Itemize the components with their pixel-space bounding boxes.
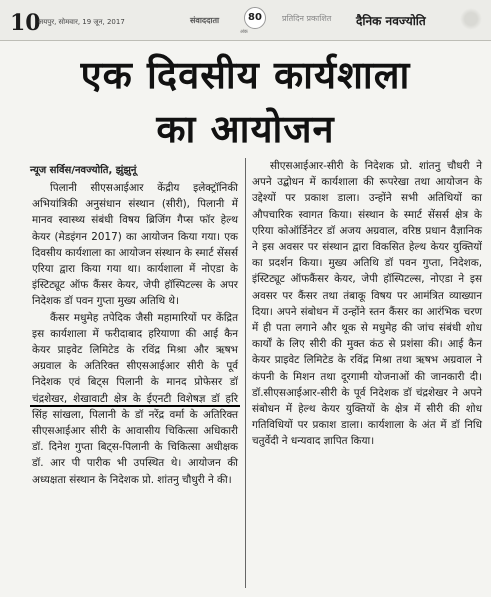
highlight-underline	[30, 405, 240, 407]
article-byline: न्यूज सर्विस/नवज्योति, झुंझुनूं	[30, 165, 137, 176]
page-number: 10	[10, 10, 41, 36]
article-column-left	[32, 180, 238, 488]
column-divider	[245, 158, 246, 588]
headline-line-2: का आयोजन	[156, 107, 335, 151]
sun-logo-icon	[460, 8, 482, 30]
newspaper-masthead	[0, 0, 491, 41]
paragraph: पिलानी सीएसआईआर केंद्रीय इलेक्ट्रॉनिकी अभियांत्रिकी अनुसंधान संस्थान (सीरी), पिलानी में मानव स्वास्थ्य संबंधी विषय ब्रिजिंग गैप्स फॉर हेल्थ केयर (मेडइंगन 2017) का आयोजन किया गया। एक दिवसीय कार्यशाला का आयोजन संस्थान के स्मार्ट सेंसर्स एरिया द्वारा किया गया था। कार्यशाला में नोएडा के इंस्टिट्यूट ऑफ कैंसर केयर, जेपी हॉस्पिटल्स के अपर निदेशक डॉ पवन गुप्ता मुख्य अतिथि थे।	[32, 182, 238, 308]
article-headline	[0, 48, 491, 156]
newspaper-brand: दैनिक नवज्योति	[356, 14, 426, 28]
masthead-tagline: प्रतिदिन प्रकाशित	[282, 14, 332, 23]
paragraph: सीएसआईआर-सीरी के निदेशक प्रो. शांतनु चौधरी ने अपने उद्बोधन में कार्यशाला की रूपरेखा तथा आयोजन के उद्देश्यों पर प्रकाश डाला। उन्होंने सभी अतिथियों का औपचारिक स्वागत किया। संस्थान के स्मार्ट सेंसर्स क्षेत्र के एरिया कोऑर्डिनेटर डॉ अजय अग्रवाल, वरिष्ठ प्रधान वैज्ञानिक ने इस अवसर पर संस्थान द्वारा विकसित हेल्थ केयर युक्तियों का प्रदर्शन किया। मुख्य अतिथि डॉ पवन गुप्ता, निदेशक, इंस्टिट्यूट ऑफकैंसर केयर, जेपी हॉस्पिटल्स, नोएडा ने इस अवसर पर कैंसर तथा तंबाकू विषय पर आमंत्रित व्याख्यान दिया। अपने संबोधन में उन्होंने स्तन कैंसर का आरंभिक चरण में ही पता लगाने और थूक से मधुमेह की जांच संबंधी शोध कार्यों के लिए सीरी की मुक्त कंठ से प्रशंसा की। आई कैन केयर प्राइवेट लिमिटेड के रविंद्र मिश्रा तथा ऋषभ अग्रवाल ने कंपनी के मिशन तथा दूरगामी योजनाओं की जानकारी दी। डॉ.सीएसआईआर-सीरी के पूर्व निदेशक डॉ चंद्रशेखर ने अपने संबोधन में हेल्थ केयर युक्तियों के क्षेत्र में सीरी की शोध गतिविधियों पर प्रकाश डाला। कार्यशाला के अंत में डॉ निधि चतुर्वेदी ने धन्यवाद ज्ञापित किया।	[252, 160, 482, 448]
badge-caption: अंक	[240, 29, 248, 35]
headline-line-1: एक दिवसीय कार्यशाला	[80, 53, 411, 97]
anniversary-badge: 80	[244, 7, 266, 29]
section-label: संवाददाता	[190, 16, 220, 25]
article-column-right	[252, 158, 482, 450]
paragraph: कैंसर मधुमेह तपेदिक जैसी महामारियों पर केंद्रित इस कार्यशाला में फरीदाबाद हरियाणा की आई कैन केयर प्राइवेट लिमिटेड के रविंद्र मिश्रा और ऋषभ अग्रवाल के अतिरिक्त सीएसआईआर सीरी के पूर्व निदेशक एवं बिट्स पिलानी के मानद प्रोफेसर डॉ चंद्रशेखर, शेखावाटी क्षेत्र के ईएनटी विशेषज्ञ डॉ हरि सिंह सांखला, पिलानी के डॉ नरेंद्र वर्मा के अतिरिक्त सीएसआईआर सीरी के आवासीय चिकित्सा अधिकारी डॉ. दिनेश गुप्ता बिट्स-पिलानी के चिकित्सा अधीक्षक डॉ. आर पी पारीक भी उपस्थित थे। आयोजन की अध्यक्षता संस्थान के निदेशक प्रो. शांतनु चौधुरी ने की।	[32, 311, 238, 486]
dateline: जयपुर, सोमवार, 19 जून, 2017	[38, 18, 125, 26]
